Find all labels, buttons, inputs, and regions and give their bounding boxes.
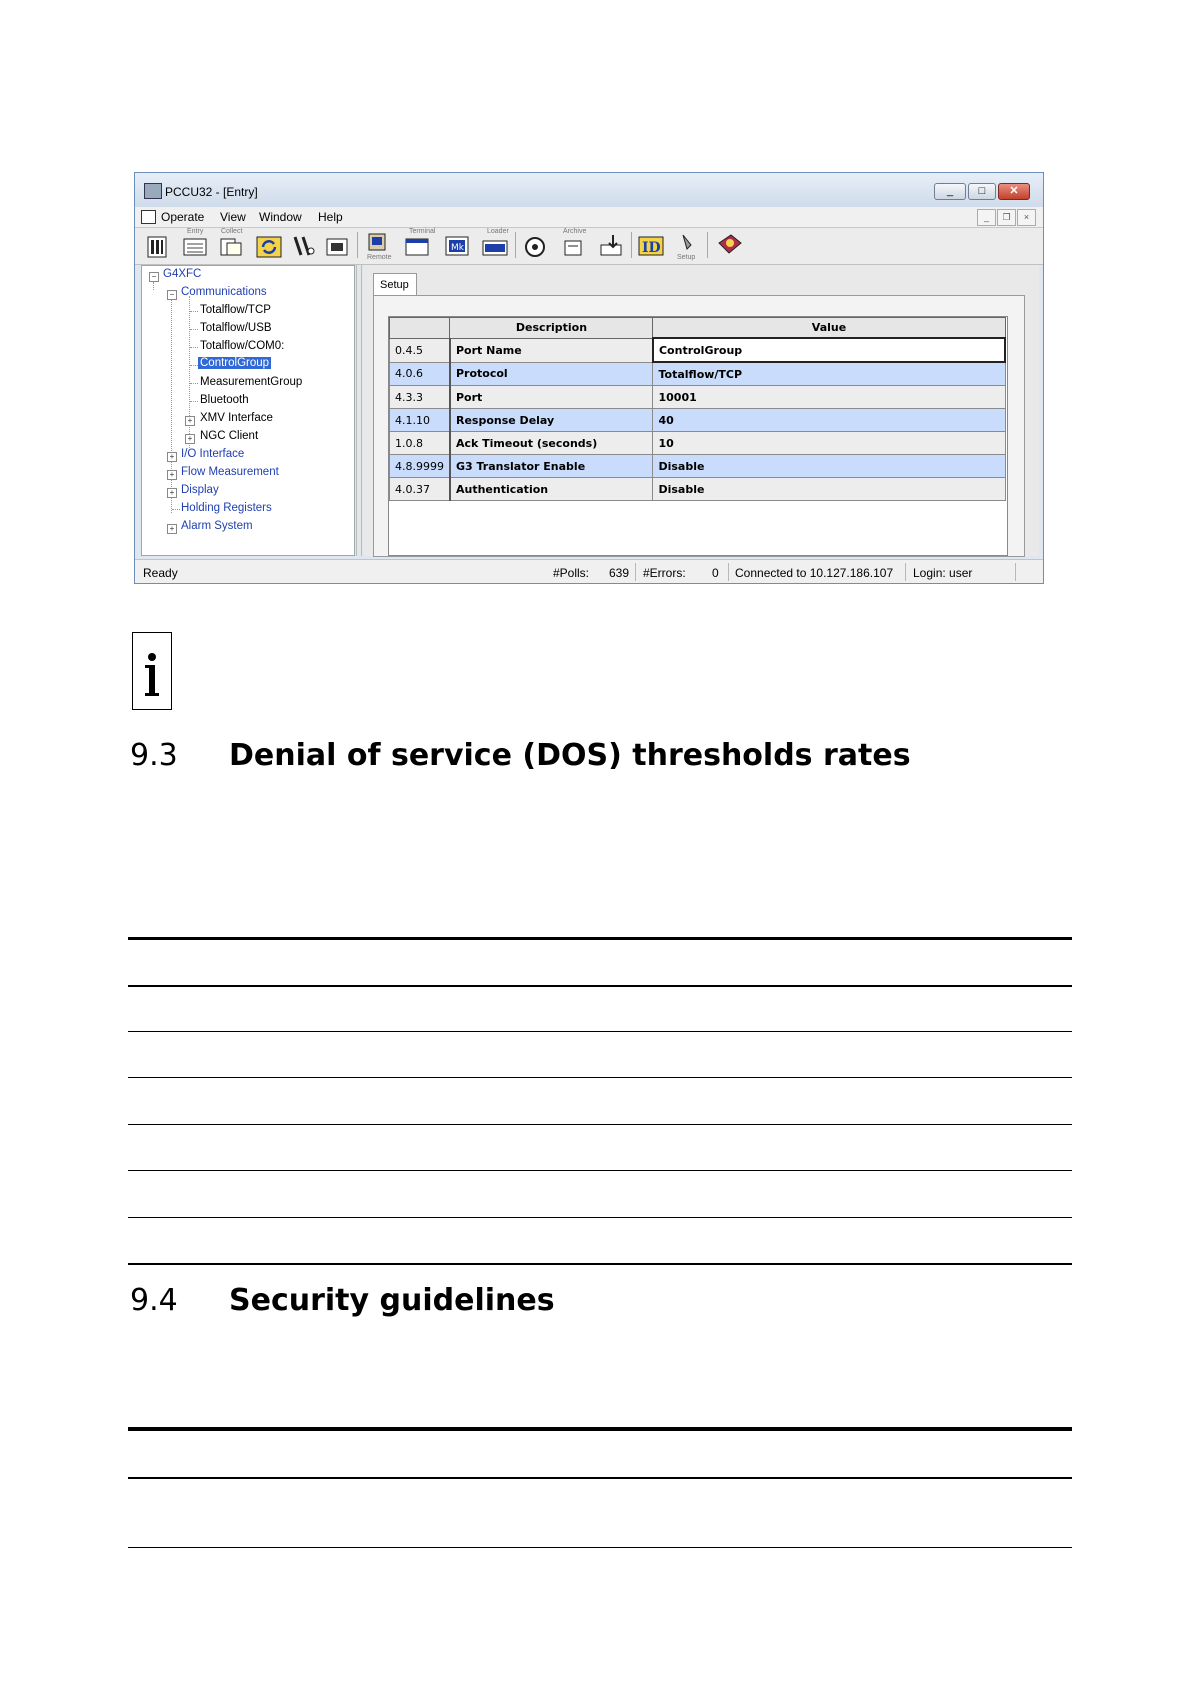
refresh-icon[interactable] <box>255 231 283 259</box>
section-9-3-number: 9.3 <box>130 738 178 773</box>
tree-line <box>190 383 198 384</box>
minimize-button[interactable]: _ <box>934 183 966 200</box>
remote-caption: Remote <box>367 254 392 261</box>
expand-icon[interactable]: + <box>167 524 177 534</box>
terminal-icon[interactable] <box>403 231 431 259</box>
setup-grid <box>388 316 1008 556</box>
table-row[interactable] <box>390 362 1006 386</box>
section-9-4-title: Security guidelines <box>229 1283 555 1318</box>
tools-icon[interactable] <box>289 231 317 259</box>
row-value[interactable]: Disable <box>653 478 1005 501</box>
document-icon[interactable] <box>141 210 156 224</box>
tree-node-holding-registers[interactable]: Holding Registers <box>181 502 272 514</box>
toolbar-separator <box>631 232 632 258</box>
tree-node-flow-measurement[interactable]: Flow Measurement <box>181 466 279 478</box>
tree-node-xmv-interface[interactable]: XMV Interface <box>200 412 273 424</box>
toolbar-separator <box>707 232 708 258</box>
download-icon[interactable] <box>597 231 625 259</box>
svg-text:ID: ID <box>642 240 661 256</box>
table-header-rule <box>128 985 1072 987</box>
row-description: G3 Translator Enable <box>450 455 653 478</box>
table-row[interactable] <box>390 432 1006 455</box>
table-row[interactable] <box>390 409 1006 432</box>
entry-icon[interactable] <box>181 231 209 259</box>
grid-header-id <box>390 318 450 339</box>
table-top-rule <box>128 1427 1072 1431</box>
tree-line <box>190 365 198 366</box>
menu-bar <box>135 207 1043 228</box>
table-header-rule <box>128 1477 1072 1479</box>
collect-icon[interactable] <box>217 231 245 259</box>
tree-node-totalflow-com0[interactable]: Totalflow/COM0: <box>200 340 285 352</box>
collapse-icon[interactable]: − <box>149 272 159 282</box>
tree-node-measurementgroup[interactable]: MeasurementGroup <box>200 376 303 388</box>
info-icon <box>132 632 172 710</box>
section-9-3-title: Denial of service (DOS) thresholds rates <box>229 738 911 773</box>
splitter[interactable] <box>356 265 362 556</box>
tree-node-io-interface[interactable]: I/O Interface <box>181 448 245 460</box>
row-id: 0.4.5 <box>390 338 450 362</box>
expand-icon[interactable]: + <box>167 452 177 462</box>
archive-icon[interactable] <box>559 231 587 259</box>
table-bottom-rule <box>128 1263 1072 1265</box>
table-row[interactable] <box>390 478 1006 501</box>
table-top-rule <box>128 937 1072 940</box>
tree-line <box>190 311 198 312</box>
toolbar <box>135 228 1043 265</box>
toolbar-separator <box>515 232 516 258</box>
navigation-tree <box>141 265 355 556</box>
row-description: Port <box>450 386 653 409</box>
grid-header-description: Description <box>450 318 653 339</box>
app-icon <box>144 183 162 199</box>
tree-line <box>190 401 198 402</box>
maximize-button[interactable]: □ <box>968 183 996 200</box>
table-row-rule <box>128 1217 1072 1218</box>
connection-status: Connected to 10.127.186.107 <box>735 566 894 580</box>
status-separator <box>635 563 636 581</box>
menu-view[interactable]: View <box>220 210 246 224</box>
mk-icon[interactable] <box>443 231 471 259</box>
row-description: Protocol <box>450 362 653 386</box>
collapse-icon[interactable]: − <box>167 290 177 300</box>
setup-caption: Setup <box>677 254 696 261</box>
table-row[interactable] <box>390 455 1006 478</box>
row-value[interactable]: 10001 <box>653 386 1005 409</box>
table-row-rule <box>128 1031 1072 1032</box>
expand-icon[interactable]: + <box>185 416 195 426</box>
tree-node-ngc-client[interactable]: NGC Client <box>200 430 259 442</box>
menu-operate[interactable]: Operate <box>161 210 205 224</box>
entry-caption: Entry <box>187 228 204 235</box>
row-id: 1.0.8 <box>390 432 450 455</box>
tree-node-root[interactable]: G4XFC <box>163 268 202 280</box>
tree-node-totalflow-tcp[interactable]: Totalflow/TCP <box>200 304 271 316</box>
loader-icon[interactable] <box>481 231 509 259</box>
expand-icon[interactable]: + <box>167 488 177 498</box>
table-row-rule <box>128 1170 1072 1171</box>
status-separator <box>728 563 729 581</box>
row-description: Ack Timeout (seconds) <box>450 432 653 455</box>
tree-node-alarm-system[interactable]: Alarm System <box>181 520 253 532</box>
table-row-rule <box>128 1077 1072 1078</box>
row-value[interactable]: 40 <box>653 409 1005 432</box>
device-icon[interactable] <box>143 231 171 259</box>
table-row[interactable] <box>390 386 1006 409</box>
content-panel <box>363 265 1039 556</box>
row-value[interactable]: Totalflow/TCP <box>653 362 1005 386</box>
collect-caption: Collect <box>221 228 243 235</box>
row-value-input[interactable]: ControlGroup <box>653 338 1005 362</box>
errors-value: 0 <box>712 566 719 580</box>
row-id: 4.0.37 <box>390 478 450 501</box>
row-id: 4.0.6 <box>390 362 450 386</box>
loader-caption: Loader <box>487 228 509 235</box>
menu-help[interactable]: Help <box>318 210 343 224</box>
tab-setup[interactable]: Setup <box>373 273 417 295</box>
mdi-restore-button[interactable]: ❐ <box>997 209 1016 226</box>
row-id: 4.1.10 <box>390 409 450 432</box>
network-icon[interactable] <box>323 231 351 259</box>
terminal-caption: Terminal <box>409 228 436 235</box>
tree-line <box>172 509 180 510</box>
mdi-minimize-button[interactable]: _ <box>977 209 996 226</box>
grid-header-row <box>390 318 1006 339</box>
expand-icon[interactable]: + <box>185 434 195 444</box>
tree-node-communications[interactable]: Communications <box>181 286 267 298</box>
row-description: Authentication <box>450 478 653 501</box>
tree-line <box>171 296 172 513</box>
gear-icon[interactable] <box>521 231 549 259</box>
row-description: Response Delay <box>450 409 653 432</box>
tree-line <box>153 282 154 290</box>
tree-node-controlgroup[interactable]: ControlGroup <box>200 357 270 369</box>
status-separator <box>905 563 906 581</box>
tree-line <box>190 329 198 330</box>
expand-icon[interactable]: + <box>167 470 177 480</box>
mdi-close-button[interactable]: × <box>1017 209 1036 226</box>
login-status: Login: user <box>913 566 973 580</box>
svg-text:Mk: Mk <box>451 243 464 253</box>
status-separator <box>1015 563 1016 581</box>
id-icon[interactable] <box>637 231 665 259</box>
table-row[interactable] <box>390 338 1006 362</box>
section-9-4-number: 9.4 <box>130 1283 178 1318</box>
help-book-icon[interactable] <box>715 231 743 259</box>
close-button[interactable]: ✕ <box>998 183 1030 200</box>
status-bar <box>135 559 1043 584</box>
row-description: Port Name <box>450 338 653 362</box>
polls-label: #Polls: <box>553 566 590 580</box>
archive-caption: Archive <box>563 228 587 235</box>
tree-line <box>190 347 198 348</box>
title-bar <box>135 173 1043 207</box>
table-row-rule <box>128 1547 1072 1548</box>
row-id: 4.3.3 <box>390 386 450 409</box>
row-id: 4.8.9999 <box>390 455 450 478</box>
errors-label: #Errors: <box>643 566 686 580</box>
status-ready: Ready <box>143 566 178 580</box>
tree-node-bluetooth[interactable]: Bluetooth <box>200 394 249 406</box>
table-row-rule <box>128 1124 1072 1125</box>
polls-value: 639 <box>609 566 630 580</box>
row-value[interactable]: Disable <box>653 455 1005 478</box>
window-title: PCCU32 - [Entry] <box>165 185 258 199</box>
row-value[interactable]: 10 <box>653 432 1005 455</box>
pccu-window <box>134 172 1044 584</box>
menu-window[interactable]: Window <box>259 210 302 224</box>
tree-node-display[interactable]: Display <box>181 484 219 496</box>
grid-header-value: Value <box>653 318 1005 339</box>
tab-body <box>373 295 1025 557</box>
tree-node-totalflow-usb[interactable]: Totalflow/USB <box>200 322 272 334</box>
toolbar-separator <box>357 232 358 258</box>
